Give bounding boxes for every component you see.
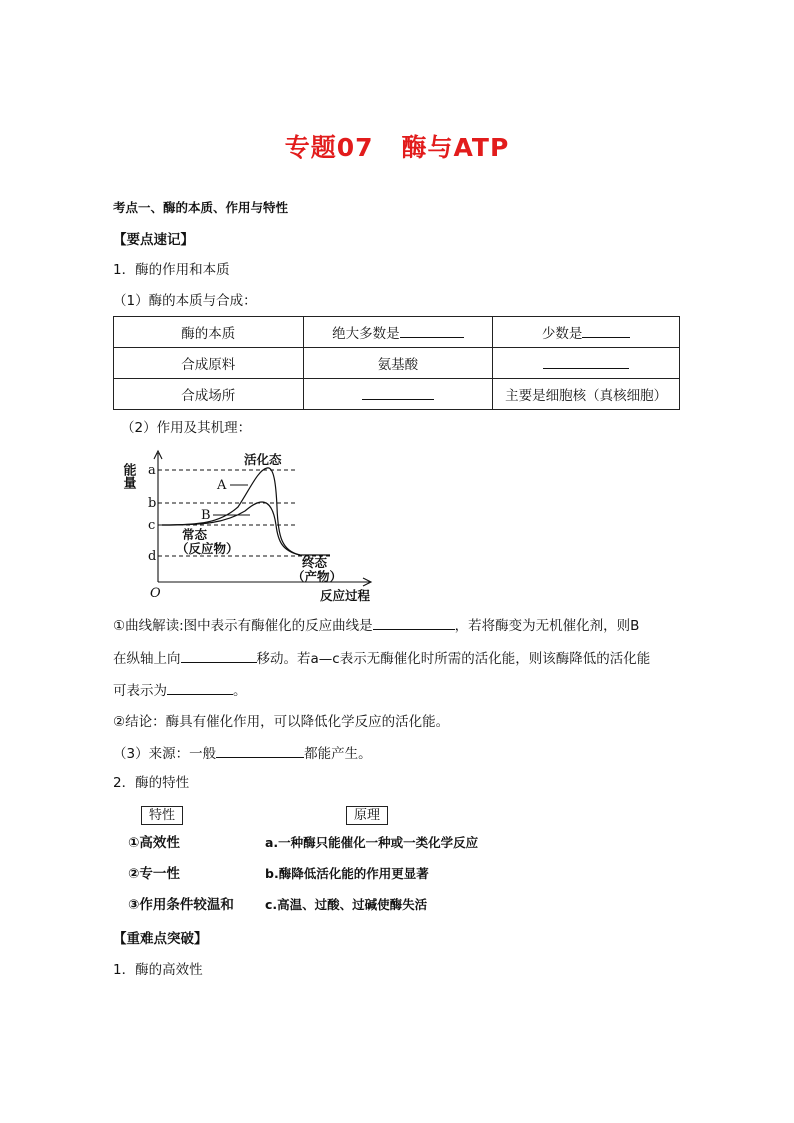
traits-header-left-wrap — [141, 805, 183, 826]
principle-item[interactable]: b.酶降低活化能的作用更显著 — [265, 866, 429, 881]
traits-header-right-wrap — [346, 805, 388, 826]
source-line — [113, 743, 372, 764]
curve-interpretation-line2 — [113, 648, 650, 669]
para-text: ，若将酶变为无机催化剂，则B — [454, 618, 640, 634]
table-cell: 合成原料 — [114, 348, 304, 379]
trait-item[interactable]: ②专一性 — [128, 866, 180, 882]
fill-blank[interactable] — [543, 354, 629, 369]
trait-item[interactable]: ①高效性 — [128, 835, 180, 851]
memo-header: 【要点速记】 — [113, 232, 194, 248]
table-cell — [493, 348, 680, 379]
fill-blank[interactable] — [373, 615, 455, 630]
y-axis-label: 能量 — [120, 463, 136, 489]
start-sub-label: （反应物） — [176, 541, 239, 556]
start-label: 常态 — [182, 527, 208, 542]
difficulty-header: 【重难点突破】 — [113, 931, 208, 947]
sub-heading-2: （2）作用及其机理： — [121, 420, 252, 436]
sub-heading-1: （1）酶的本质与合成： — [113, 293, 257, 309]
fill-blank[interactable] — [181, 648, 257, 663]
level-a-label: a — [148, 463, 156, 478]
heading-3: 1．酶的高效性 — [113, 962, 203, 978]
curve-interpretation-line3 — [113, 680, 247, 701]
traits-header-left: 特性 — [141, 806, 183, 825]
title-sub: 酶与ATP — [401, 133, 510, 162]
section-heading: 考点一、酶的本质、作用与特性 — [113, 200, 289, 215]
trait-item[interactable]: ③作用条件较温和 — [128, 897, 234, 913]
para-text: 。 — [233, 683, 247, 699]
x-axis-label: 反应过程 — [320, 588, 371, 603]
end-sub-label: （产物） — [292, 569, 343, 584]
para-text: （3）来源：一般 — [113, 746, 217, 762]
curve-b-label: B — [201, 508, 211, 523]
level-d-label: d — [148, 549, 157, 564]
activation-energy-graph — [120, 445, 390, 610]
fill-blank[interactable] — [582, 323, 630, 338]
enzyme-nature-table — [113, 316, 680, 410]
level-c-label: c — [148, 518, 156, 533]
table-cell: 氨基酸 — [303, 348, 493, 379]
conclusion: ②结论：酶具有催化作用，可以降低化学反应的活化能。 — [113, 714, 450, 730]
table-row — [114, 317, 680, 348]
title-main: 专题07 — [284, 133, 374, 162]
table-cell: 酶的本质 — [114, 317, 304, 348]
heading-1: 1．酶的作用和本质 — [113, 262, 230, 278]
end-label: 终态 — [302, 555, 328, 570]
table-cell — [493, 317, 680, 348]
level-b-label: b — [148, 496, 157, 511]
para-text: 可表示为 — [113, 683, 167, 699]
cell-text: 绝大多数是 — [332, 326, 400, 342]
principle-item[interactable]: a.一种酶只能催化一种或一类化学反应 — [265, 835, 479, 850]
table-cell — [303, 317, 493, 348]
table-cell — [303, 379, 493, 410]
heading-2: 2．酶的特性 — [113, 775, 190, 791]
para-text: 都能产生。 — [304, 746, 372, 762]
para-lead: ①曲线解读: — [113, 618, 184, 634]
page-title — [0, 128, 794, 164]
fill-blank[interactable] — [167, 680, 233, 695]
traits-header-right: 原理 — [346, 806, 388, 825]
para-text: 图中表示有酶催化的反应曲线是 — [183, 618, 373, 634]
curve-interpretation — [113, 615, 639, 636]
fill-blank[interactable] — [216, 743, 304, 758]
table-cell: 合成场所 — [114, 379, 304, 410]
para-text: 在纵轴上向 — [113, 651, 181, 667]
curve-a-label: A — [217, 478, 227, 493]
para-text: 移动。若a—c表示无酶催化时所需的活化能，则该酶降低的活化能 — [256, 651, 651, 667]
peak-label: 活化态 — [244, 452, 282, 467]
fill-blank[interactable] — [362, 385, 434, 400]
table-row — [114, 348, 680, 379]
principle-item[interactable]: c.高温、过酸、过碱使酶失活 — [265, 897, 428, 912]
cell-text: 少数是 — [541, 326, 583, 342]
table-row — [114, 379, 680, 410]
fill-blank[interactable] — [400, 323, 464, 338]
table-cell: 主要是细胞核（真核细胞） — [493, 379, 680, 410]
origin-label: O — [150, 586, 161, 601]
